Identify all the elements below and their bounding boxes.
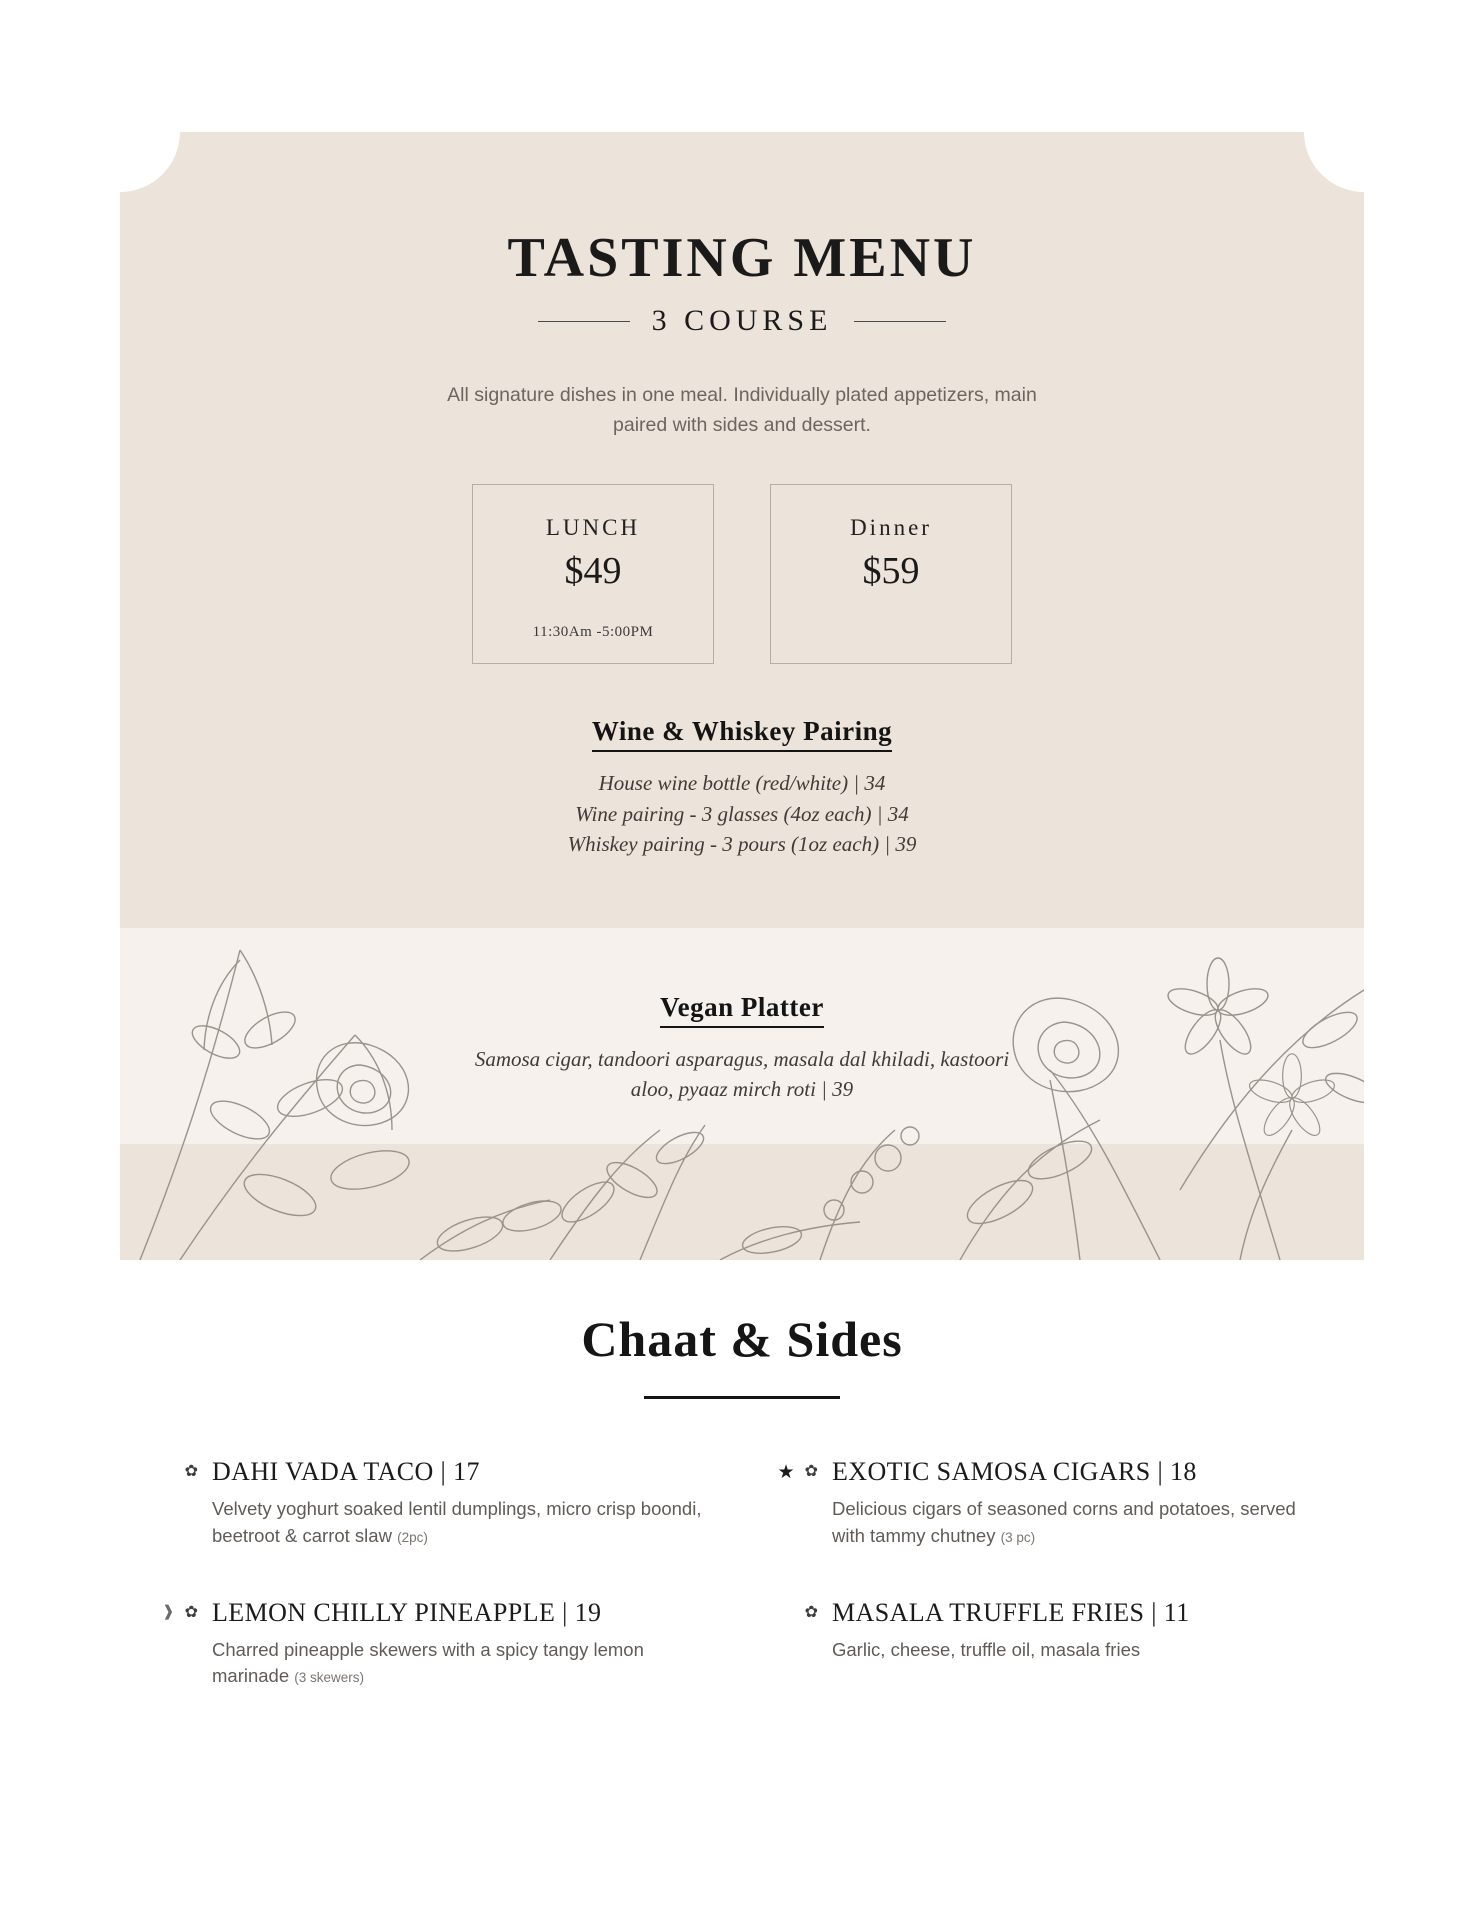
pairing-list [120,768,1364,859]
leaf-icon: ✿ [804,1603,818,1621]
item-name: LEMON CHILLY PINEAPPLE | 19 [212,1597,602,1627]
item-name: MASALA TRUFFLE FRIES | 11 [832,1597,1190,1627]
item-description [212,1496,712,1550]
vegan-heading: Vegan Platter [660,992,824,1028]
rule-right [854,321,946,322]
lunch-hours: 11:30Am -5:00PM [532,624,654,641]
price-option-lunch[interactable] [472,484,714,664]
item-description-text: Charred pineapple skewers with a spicy tangy lemon marinade [212,1638,644,1687]
pairing-line-3: Whiskey pairing - 3 pours (1oz each) | 39 [567,832,917,857]
item-description [832,1496,1332,1550]
item-body [198,1598,730,1691]
item-name: DAHI VADA TACO | 17 [212,1457,480,1486]
vegan-platter-section [120,952,1364,1105]
tasting-menu-panel [120,132,1364,1260]
item-description-text: Garlic, cheese, truffle oil, masala fries [832,1638,1141,1660]
price-option-dinner[interactable] [770,484,1012,664]
list-item[interactable] [130,1598,730,1691]
tasting-description: All signature dishes in one meal. Individually plated appetizers, main paired with sides and dessert. [447,384,1037,437]
item-description [212,1637,712,1691]
chaat-and-sides-section [0,1310,1484,1690]
page-title: TASTING MENU [507,227,977,289]
leaf-icon: ✿ [184,1603,198,1621]
item-description [832,1637,1332,1664]
rule-left [538,321,630,322]
panel-corner-notch-right [1304,132,1364,192]
panel-corner-notch-left [120,132,180,192]
item-quantity: (3 skewers) [294,1670,365,1686]
item-body [198,1457,730,1550]
dinner-price: $59 [862,550,920,593]
item-description-text: Delicious cigars of seasoned corns and potatoes, served with tammy chutney [832,1498,1296,1546]
item-quantity: (3 pc) [1000,1529,1036,1545]
menu-item-list [0,1457,1484,1690]
item-marks [750,1598,818,1622]
item-name: EXOTIC SAMOSA CIGARS | 18 [832,1457,1197,1486]
pairing-line-1: House wine bottle (red/white) | 34 [598,771,886,796]
pairing-line-2: Wine pairing - 3 glasses (4oz each) | 34 [575,801,909,826]
list-item[interactable] [750,1598,1350,1691]
list-item[interactable] [750,1457,1350,1550]
item-body [818,1598,1350,1664]
item-description-text: Velvety yoghurt soaked lentil dumplings, micro crisp boondi, beetroot & carrot slaw [212,1498,702,1546]
vegan-description: Samosa cigar, tandoori asparagus, masala dal khiladi, kastoori aloo, pyaaz mirch roti | 39 [474,1047,1010,1102]
page-subtitle: 3 COURSE [651,304,833,337]
item-marks [750,1457,818,1484]
pairing-heading: Wine & Whiskey Pairing [592,716,892,752]
leaf-icon: ✿ [804,1463,818,1480]
lunch-label: LUNCH [545,515,641,541]
item-marks [130,1457,198,1481]
item-body [818,1457,1350,1550]
chilli-icon: ❱ [162,1602,175,1620]
item-quantity: (2pc) [397,1529,428,1545]
price-options [120,484,1364,664]
subtitle-row [120,304,1364,338]
chaat-divider [644,1396,840,1399]
item-marks [130,1598,198,1622]
dinner-label: Dinner [850,515,932,541]
list-item[interactable] [130,1457,730,1550]
star-icon: ★ [777,1462,795,1483]
leaf-icon: ✿ [184,1463,198,1480]
lunch-price: $49 [564,550,622,593]
chaat-title: Chaat & Sides [581,1311,903,1367]
